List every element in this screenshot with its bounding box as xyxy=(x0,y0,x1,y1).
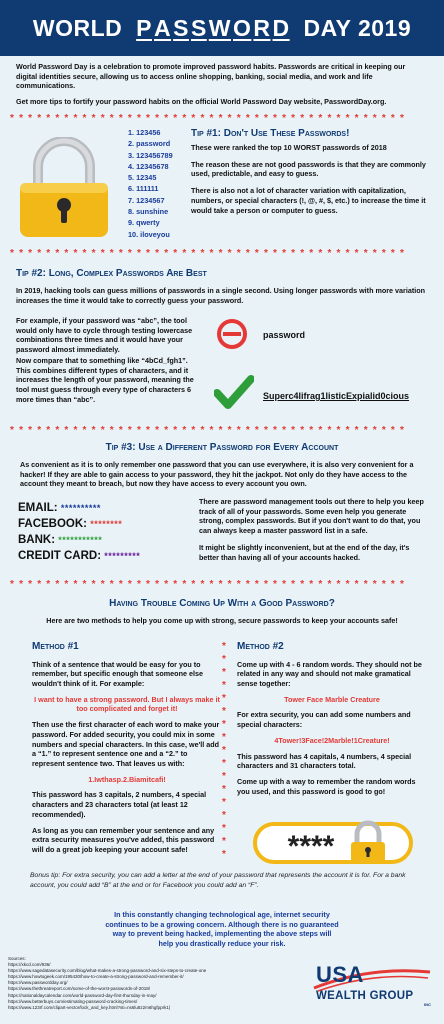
method-paragraph: Then use the first character of each word to make your password. For added security, you could mix in some numbers and special characters. In this case, we'll add a “1.” to represent sentence one and a “2.” to represent sentence two. That leaves us with: xyxy=(32,720,220,768)
intro-paragraph: World Password Day is a celebration to promote improved password habits. Passwords are critical in keeping our digital identities secure, allowing us to access online shopping, banking, social media, and work and life communications. xyxy=(16,62,406,91)
source-link[interactable]: https://www.passwordday.org/ xyxy=(8,980,68,986)
source-link[interactable]: https://www.betterbuys.com/estimating-password-cracking-times/ xyxy=(8,998,138,1004)
star: * xyxy=(222,641,226,652)
trouble-subtitle: Here are two methods to help you come up with strong, secure passwords to keep your accounts safe! xyxy=(46,616,398,625)
bonus-tip: Bonus tip: For extra security, you can add a letter at the end of your password that represents the account it is for. For a bank account, you could add “B” at the end or for Facebook you could add an “F”. xyxy=(30,872,406,889)
sources-list xyxy=(8,956,308,1011)
source-link[interactable]: https://xkcd.com/936/ xyxy=(8,962,51,968)
credential-label: CREDIT CARD: xyxy=(18,550,102,562)
method-paragraph: Come up with 4 - 6 random words. They should not be related in any way and should not make gramatical sense together: xyxy=(237,659,422,688)
star: * xyxy=(222,810,226,821)
credentials-list xyxy=(18,500,140,564)
title-letter: S xyxy=(190,14,207,41)
star-divider: * * * * * * * * * * * * * * * * * * * * * * * * * * * * * * * * * * * * * * * * * * * * xyxy=(10,114,406,124)
tip1-title: Tip #1: Don't Use These Passwords! xyxy=(191,128,350,139)
padlock-icon xyxy=(10,137,118,237)
closing-statement: In this constantly changing technological age, internet security continues to be a growing concern. Although there is no guaranteed way to prevent being hacked, implementing the above steps will help you drastically reduce your risk. xyxy=(105,910,339,949)
title-suffix: DAY 2019 xyxy=(303,14,412,41)
star: * xyxy=(222,836,226,847)
title-letter: O xyxy=(233,14,252,41)
source-link[interactable]: https://nationaldaycalendar.com/world-password-day-first-thursday-in-may/ xyxy=(8,992,157,998)
list-item: 1. 123456 xyxy=(128,128,161,137)
title-letter: A xyxy=(153,14,172,41)
star-divider: * * * * * * * * * * * * * * * * * * * * * * * * * * * * * * * * * * * * * * * * * * * * xyxy=(10,249,406,259)
method1-section xyxy=(32,640,222,861)
tip3-paragraph: It might be slightly inconvenient, but at the end of the day, it's better than having all of your accounts hacked. xyxy=(199,542,410,562)
credential-mask: ********* xyxy=(104,551,141,561)
star: * xyxy=(222,693,226,704)
tip1-paragraph: These were ranked the top 10 WORST passwords of 2018 xyxy=(191,143,387,152)
method-example: I want to have a strong password. But I always make it too complicated and forget it! xyxy=(34,694,220,714)
list-item: 10. iloveyou xyxy=(128,229,170,239)
intro-paragraph: Get more tips to fortify your password habits on the official World Password Day website, PasswordDay.org. xyxy=(16,97,387,107)
method-result: 1.Iwthasp.2.Biamitcafi! xyxy=(88,774,166,784)
star: * xyxy=(222,784,226,795)
usa-wealth-group-logo xyxy=(310,960,434,1016)
tip3-title: Tip #3: Use a Different Password for Every Account xyxy=(105,442,339,453)
credential-row xyxy=(18,500,140,516)
method2-section xyxy=(237,640,427,802)
star: * xyxy=(222,654,226,665)
star: * xyxy=(222,745,226,756)
star: * xyxy=(222,823,226,834)
tip2-title: Tip #2: Long, Complex Passwords Are Best xyxy=(16,268,207,279)
tip3-intro: As convenient as it is to only remember one password that you can use everywhere, it is also very convenient for a hacker! If they are able to gain access to your password, they hit the jackpot. Not only do they have access to the account they meant to breach, but now they have access to every account you own. xyxy=(20,460,414,489)
page-header xyxy=(0,0,444,56)
star: * xyxy=(222,667,226,678)
credential-row xyxy=(18,548,140,564)
method-paragraph: Think of a sentence that would be easy for you to remember, but specific enough that someone else wouldn't think of it. For example: xyxy=(32,659,203,688)
star: * xyxy=(222,797,226,808)
list-item: 2. password xyxy=(128,139,171,149)
source-link[interactable]: https://www.123rf.com/clipart-vector/lock_and_key.html?sti=ns6lu8z2m6hgfpprk1| xyxy=(8,1004,171,1010)
prohibited-icon xyxy=(216,318,248,350)
method-example: Tower Face Marble Creature xyxy=(284,694,380,704)
title-password xyxy=(135,15,297,41)
star: * xyxy=(222,719,226,730)
source-link[interactable]: https://www.howtogeek.com/195430/how-to-create-a-strong-password-and-remember-it/ xyxy=(8,974,184,980)
credential-label: EMAIL: xyxy=(18,502,58,514)
source-link[interactable]: https://www.thethreatreport.com/some-of-the-worst-passwords-of-2018/ xyxy=(8,986,151,992)
tip1-paragraph: The reason these are not good passwords is that they are commonly used, predictable, and easy to guess. xyxy=(191,159,426,179)
star: * xyxy=(222,758,226,769)
tip3-paragraph: There are password management tools out there to help you keep track of all of your passwords. Some even help you generate strong, complex passwords. But if you don't want to do that, you can always keep a master password list in a safe. xyxy=(199,497,424,536)
credential-mask: ******** xyxy=(90,519,123,529)
method-paragraph: This password has 4 capitals, 4 numbers, 4 special characters and 31 characters total. xyxy=(237,751,412,771)
star-divider: * * * * * * * * * * * * * * * * * * * * * * * * * * * * * * * * * * * * * * * * * * * * xyxy=(10,426,406,436)
credential-mask: ********** xyxy=(60,503,101,513)
logo-text: USA xyxy=(316,962,364,987)
list-item: 6. 111111 xyxy=(128,184,159,194)
method-paragraph: This password has 3 capitals, 2 numbers, 4 special characters and 23 characters total (at least 12 recommended). xyxy=(32,790,207,819)
title-letter: R xyxy=(253,14,271,41)
weak-password-example: password xyxy=(263,330,306,340)
checkmark-icon xyxy=(214,375,254,409)
logo-subtext: WEALTH GROUP xyxy=(316,990,414,1002)
method-paragraph: Come up with a way to remember the random words you used, and this password is good to go! xyxy=(237,776,416,796)
tip1-paragraph: There is also not a lot of character variation with capitalization, numbers, or special characters (!, @, #, $, etc.) to increase the time it would take a person or computer to guess. xyxy=(191,186,426,215)
list-item: 7. 1234567 xyxy=(128,195,165,205)
star: * xyxy=(222,732,226,743)
credential-row xyxy=(18,516,140,532)
sources-label: Sources: xyxy=(8,956,26,961)
worst-passwords-list xyxy=(128,127,173,240)
page-title xyxy=(33,15,411,42)
tip2-intro: In 2019, hacking tools can guess millions of passwords in a single second. Using longer passwords with more variation increases the time it would take to correctly guess your password. xyxy=(16,286,425,305)
tip3-details xyxy=(199,497,429,569)
tip2-paragraph: For example, if your password was “abc”, the tool would only have to cycle through testing lowercase combinations three times and it would have your password almost immediately. xyxy=(16,316,193,355)
method-result: 4Tower!3Face!2Marble!1Creature! xyxy=(274,735,390,745)
list-item: 3. 123456789 xyxy=(128,150,173,160)
star: * xyxy=(222,849,226,860)
title-letter: S xyxy=(173,14,189,41)
strong-password-example: Superc4lifrag1listicExpialid0cious xyxy=(263,391,410,401)
title-letter: D xyxy=(272,14,290,41)
list-item: 5. 12345 xyxy=(128,173,157,183)
title-prefix: WORLD xyxy=(32,14,123,41)
list-item: 8. sunshine xyxy=(128,207,169,217)
star: * xyxy=(222,771,226,782)
tip2-paragraph: Now compare that to something like “4bCd_fgh1”. This combines different types of characters, and it increases the length of your password, meaning the tool must guess through every type of characters 6 more times than “abc”. xyxy=(16,356,194,404)
trouble-title: Having Trouble Coming Up With a Good Password? xyxy=(109,598,335,609)
vertical-star-divider xyxy=(220,640,228,861)
source-link[interactable]: https://www.sagedatasecurity.com/blog/what-makes-a-strong-password-and-six-steps-to-create-one xyxy=(8,968,207,974)
logo-mark: INC xyxy=(424,1002,431,1007)
credential-row xyxy=(18,532,140,548)
tip1-section xyxy=(191,128,433,222)
method-paragraph: For extra security, you can add some numbers and special characters: xyxy=(237,710,411,730)
masked-password-graphic xyxy=(253,818,413,864)
method2-title: Method #2 xyxy=(237,641,284,652)
credential-label: FACEBOOK: xyxy=(18,518,87,530)
credential-mask: *********** xyxy=(58,535,103,545)
star: * xyxy=(222,680,226,691)
list-item: 9. qwerty xyxy=(128,218,160,228)
intro-section xyxy=(16,62,428,113)
title-letter: P xyxy=(136,14,152,41)
title-letter: W xyxy=(208,14,231,41)
star: * xyxy=(222,706,226,717)
credential-label: BANK: xyxy=(18,534,56,546)
list-item: 4. 12345678 xyxy=(128,161,169,171)
masked-password-text: **** xyxy=(287,830,335,863)
method1-title: Method #1 xyxy=(32,641,79,652)
star-divider: * * * * * * * * * * * * * * * * * * * * * * * * * * * * * * * * * * * * * * * * * * * * xyxy=(10,580,406,590)
method-paragraph: As long as you can remember your sentence and any extra security measures you've added, this password will do a great job keeping your account safe! xyxy=(32,825,215,854)
